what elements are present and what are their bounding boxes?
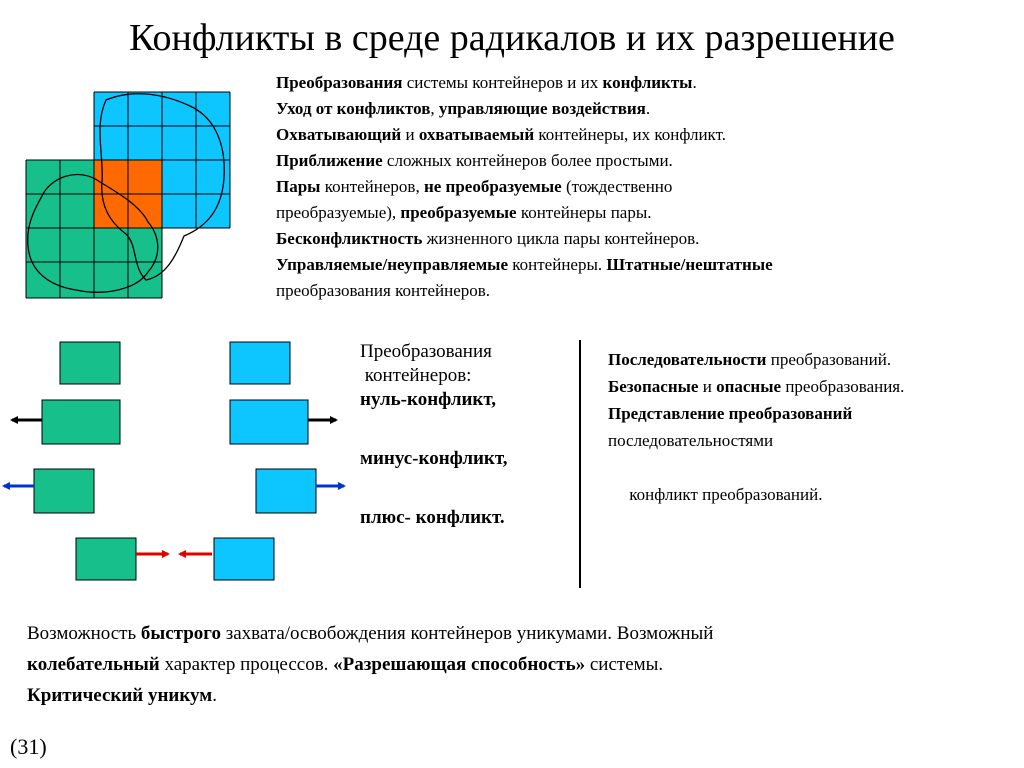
container-grid-diagram bbox=[20, 86, 240, 306]
top-line-7 bbox=[276, 226, 996, 252]
green-container-2 bbox=[42, 400, 120, 444]
right-line-2-text-1: и bbox=[698, 377, 717, 396]
bottom-line-2-bold-2: «Разрешающая способность» bbox=[333, 654, 586, 675]
top-line-5-bold-1: Пары bbox=[276, 177, 321, 196]
page-title: Конфликты в среде радикалов и их разрешение bbox=[129, 17, 895, 59]
top-line-1-bold-1: Преобразования bbox=[276, 73, 403, 92]
green-container-4 bbox=[76, 538, 136, 580]
right-line-3-bold-1: Представление преобразований bbox=[608, 404, 853, 423]
top-line-3-text-1: и bbox=[401, 125, 419, 144]
top-line-1 bbox=[276, 70, 996, 96]
minus-conflict-label: минус-конфликт, bbox=[360, 448, 508, 469]
bottom-line-1 bbox=[27, 618, 1007, 649]
spacer bbox=[360, 471, 590, 495]
top-line-2-bold-1: Уход от конфликтов bbox=[276, 99, 431, 118]
blue-container-2 bbox=[230, 400, 308, 444]
bottom-line-1-text-1: Возможность bbox=[27, 623, 141, 644]
bottom-line-3-text-1: . bbox=[212, 685, 217, 706]
top-line-6-text-1: преобразуемые), bbox=[276, 203, 401, 222]
top-line-1-text-1: системы контейнеров и их bbox=[402, 73, 603, 92]
top-line-2-text-1: , bbox=[430, 99, 439, 118]
spacer bbox=[360, 412, 590, 436]
bottom-line-3-bold-1: Критический уникум bbox=[27, 685, 213, 706]
transform-label-line-1: Преобразования bbox=[360, 341, 492, 362]
blue-container-4 bbox=[214, 538, 274, 580]
bottom-line-2 bbox=[27, 649, 1007, 680]
top-line-9-text-1: преобразования контейнеров. bbox=[276, 281, 491, 300]
top-line-8-bold-2: Штатные/нештатные bbox=[606, 255, 773, 274]
green-container-1 bbox=[60, 342, 120, 384]
top-line-8-bold-1: Управляемые/неуправляемые bbox=[276, 255, 508, 274]
top-line-4-text-1: сложных контейнеров более простыми. bbox=[382, 151, 673, 170]
top-line-3-bold-2: охватываемый bbox=[418, 125, 535, 144]
right-line-1 bbox=[608, 346, 1018, 373]
top-line-1-bold-2: конфликты bbox=[602, 73, 693, 92]
right-line-1-text-1: преобразований. bbox=[766, 350, 892, 369]
grid-cells bbox=[26, 92, 230, 298]
bottom-line-2-bold-1: колебательный bbox=[27, 654, 160, 675]
top-line-5 bbox=[276, 174, 996, 200]
right-line-2-bold-2: опасные bbox=[716, 377, 782, 396]
bottom-line-3 bbox=[27, 680, 1007, 711]
top-line-4-bold-1: Приближение bbox=[276, 151, 383, 170]
top-line-6 bbox=[276, 200, 996, 226]
top-line-1-text-2: . bbox=[692, 73, 697, 92]
bottom-line-1-bold-1: быстрого bbox=[140, 623, 221, 644]
bottom-line-2-text-1: характер процессов. bbox=[159, 654, 334, 675]
top-line-3-bold-1: Охватывающий bbox=[276, 125, 402, 144]
right-line-2 bbox=[608, 373, 1018, 400]
bottom-line-2-text-2: системы. bbox=[585, 654, 664, 675]
top-line-8-text-1: контейнеры. bbox=[508, 255, 607, 274]
right-line-2-text-2: преобразования. bbox=[781, 377, 905, 396]
right-text-block bbox=[608, 346, 1018, 535]
right-line-2-bold-1: Безопасные bbox=[608, 377, 699, 396]
plus-conflict-label: плюс- конфликт. bbox=[360, 507, 505, 528]
top-line-2 bbox=[276, 96, 996, 122]
top-line-3-text-2: контейнеры, их конфликт. bbox=[534, 125, 726, 144]
conflict-types-diagram bbox=[0, 330, 360, 590]
top-line-8 bbox=[276, 252, 996, 278]
transform-types-label bbox=[360, 340, 590, 530]
top-line-6-bold-1: преобразуемые bbox=[400, 203, 517, 222]
top-line-3 bbox=[276, 122, 996, 148]
top-text-block bbox=[276, 70, 996, 304]
transform-label-line-2: контейнеров: bbox=[360, 365, 472, 386]
top-line-2-bold-2: управляющие воздействия bbox=[438, 99, 646, 118]
top-line-2-text-2: . bbox=[645, 99, 651, 118]
right-line-5-text-1: конфликт преобразований. bbox=[625, 485, 823, 504]
null-conflict-label: нуль-конфликт, bbox=[360, 389, 497, 410]
vertical-divider bbox=[579, 340, 581, 588]
right-line-3 bbox=[608, 400, 1018, 427]
top-line-9 bbox=[276, 278, 996, 304]
right-line-4 bbox=[608, 427, 1018, 454]
top-line-7-bold-1: Бесконфликтность bbox=[276, 229, 423, 248]
top-line-6-text-2: контейнеры пары. bbox=[516, 203, 652, 222]
green-container-3 bbox=[34, 469, 94, 513]
blue-container-3 bbox=[256, 469, 316, 513]
bottom-line-1-text-2: захвата/освобождения контейнеров уникумами. Возможный bbox=[220, 623, 714, 644]
top-line-7-text-1: жизненного цикла пары контейнеров. bbox=[422, 229, 700, 248]
blue-container-1 bbox=[230, 342, 290, 384]
top-line-4 bbox=[276, 148, 996, 174]
bottom-text-block bbox=[27, 618, 1007, 711]
top-line-5-text-1: контейнеров, bbox=[320, 177, 424, 196]
top-line-5-text-2: (тождественно bbox=[561, 177, 673, 196]
right-line-5 bbox=[608, 454, 1018, 535]
top-line-5-bold-2: не преобразуемые bbox=[423, 177, 562, 196]
right-line-1-bold-1: Последовательности bbox=[608, 350, 767, 369]
page-number: (31) bbox=[10, 734, 47, 759]
right-line-4-text-1: последовательностями bbox=[608, 431, 774, 450]
